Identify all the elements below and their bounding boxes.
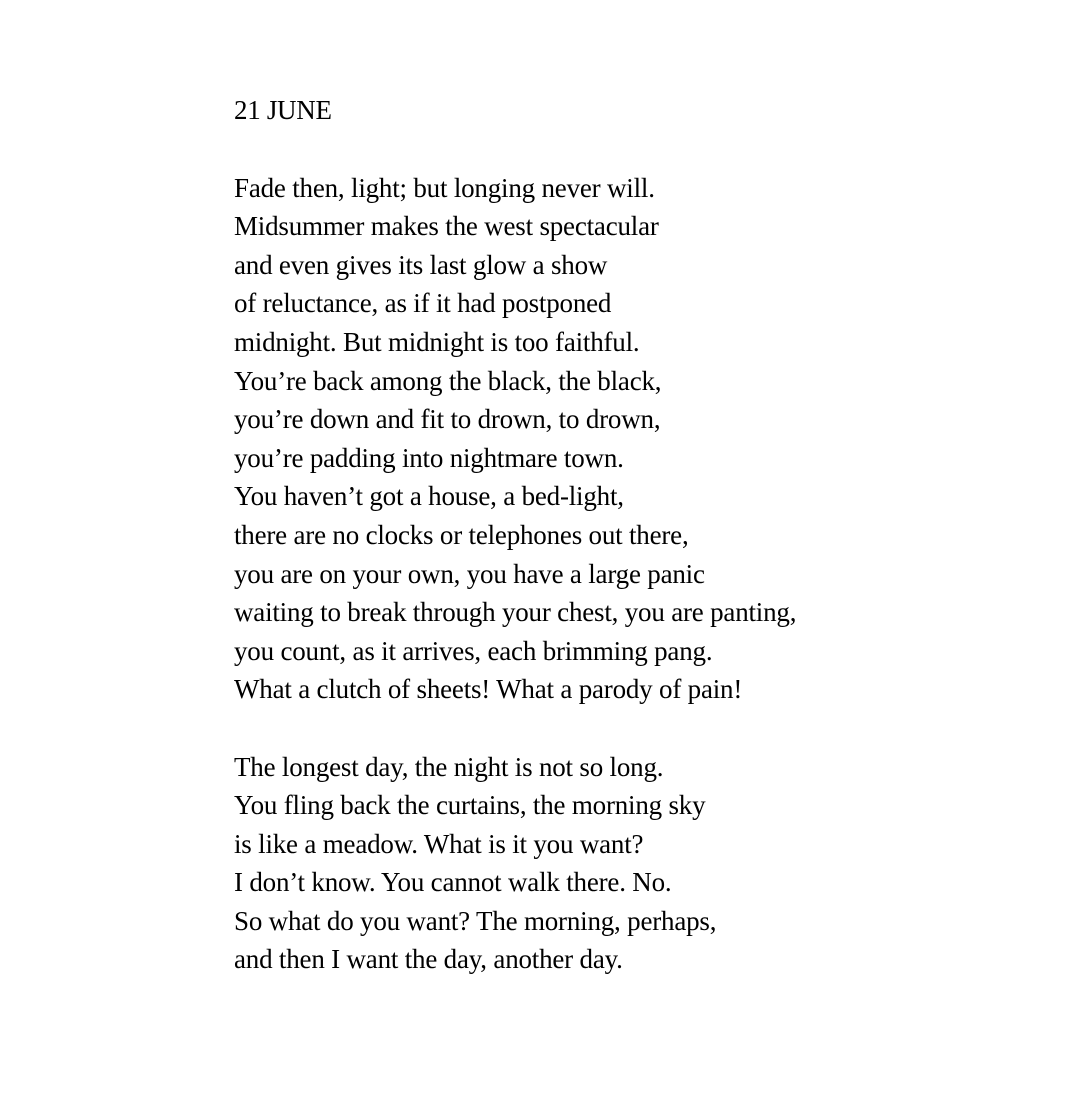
- poem-line: You’re back among the black, the black,: [234, 365, 662, 396]
- poem-line: You haven’t got a house, a bed-light,: [234, 481, 624, 512]
- poem-line: You fling back the curtains, the morning sky: [234, 790, 706, 821]
- poem-line: is like a meadow. What is it you want?: [234, 828, 644, 859]
- stanza-2: [234, 748, 1034, 980]
- poem: [234, 91, 1034, 979]
- stanza-1: [234, 169, 1034, 709]
- poem-line: midnight. But midnight is too faithful.: [234, 326, 640, 357]
- poem-line: Midsummer makes the west spectacular: [234, 211, 659, 242]
- poem-line: you are on your own, you have a large panic: [234, 558, 705, 589]
- poem-line: and then I want the day, another day.: [234, 944, 623, 975]
- poem-line: you’re down and fit to drown, to drown,: [234, 404, 661, 435]
- poem-line: Fade then, light; but longing never will.: [234, 172, 655, 203]
- poem-line: What a clutch of sheets! What a parody of pain!: [234, 674, 743, 705]
- poem-line: waiting to break through your chest, you are panting,: [234, 597, 797, 628]
- poem-title: 21 JUNE: [234, 95, 332, 125]
- poem-line: The longest day, the night is not so long.: [234, 751, 664, 782]
- poem-line: and even gives its last glow a show: [234, 249, 608, 280]
- poem-line: I don’t know. You cannot walk there. No.: [234, 867, 672, 898]
- poem-line: you count, as it arrives, each brimming pang.: [234, 635, 713, 666]
- poem-line: of reluctance, as if it had postponed: [234, 288, 612, 319]
- poem-line: you’re padding into nightmare town.: [234, 442, 624, 473]
- poem-line: there are no clocks or telephones out there,: [234, 519, 689, 550]
- poem-line: So what do you want? The morning, perhaps,: [234, 905, 717, 936]
